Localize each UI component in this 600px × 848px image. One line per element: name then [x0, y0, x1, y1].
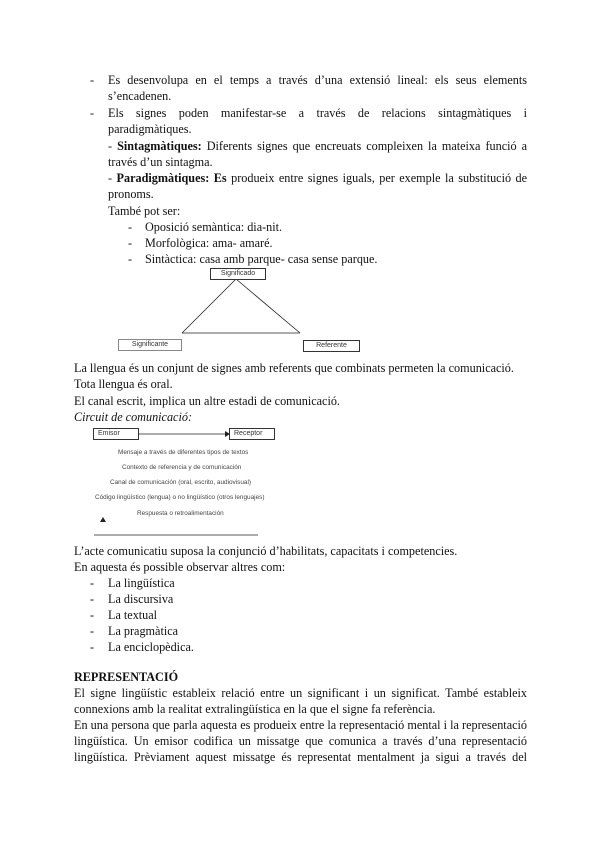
paragraph-line: lingüística. Prèviament aquest missatge és representat mentalment ja sigui a través del: [74, 750, 527, 764]
significat-box: Significado: [210, 268, 266, 280]
paragraph-line: El canal escrit, implica un altre estadi de comunicació.: [74, 394, 340, 408]
paragraph-line: connexions amb la realitat extralingüística en la que el signe fa referència.: [74, 702, 436, 716]
paragraph-line: La llengua és un conjunt de signes amb referents que combinats permeten la comunicació.: [74, 361, 514, 375]
bullet-dash: -: [90, 73, 95, 87]
emisor-box: Emisor: [93, 428, 139, 440]
list-dash: -: [90, 608, 95, 622]
bullet-text-cont: paradigmàtiques.: [108, 122, 192, 136]
list-item: Morfològica: ama- amaré.: [145, 236, 273, 250]
definition-text: produeix entre signes iguals, per exemple la substitució de: [226, 171, 528, 185]
circuit-item: Código lingüístico (lengua) o no lingüístico (otros lenguajes): [95, 494, 265, 501]
definition-text-cont: pronoms.: [108, 187, 154, 201]
list-item: La textual: [108, 608, 158, 622]
tambe-label: També pot ser:: [108, 204, 181, 218]
referent-box: Referente: [303, 340, 360, 352]
term-bold-tail: Es: [209, 171, 227, 185]
definition-text-cont: través d’un sintagma.: [108, 155, 213, 169]
bullet-text: Es desenvolupa en el temps a través d’una extensió lineal: els seus elements: [108, 73, 527, 87]
list-dash: -: [90, 592, 95, 606]
list-item: La pragmàtica: [108, 624, 179, 638]
list-dash: -: [128, 220, 133, 234]
list-item: Sintàctica: casa amb parque- casa sense parque.: [145, 252, 378, 266]
paragraph-line: lingüística. Un emisor codifica un missatge que comunica a través d’una representació: [74, 734, 527, 748]
list-item: La lingüística: [108, 576, 175, 590]
bullet-text: Els signes poden manifestar-se a través de relacions sintagmàtiques i: [108, 106, 527, 120]
list-item: Oposició semàntica: dia-nit.: [145, 220, 283, 234]
term-sintagmatiques: Sintagmàtiques:: [117, 139, 202, 153]
circuit-item: Respuesta o retroalimentación: [137, 510, 224, 517]
term-paradigmatiques: Paradigmàtiques:: [116, 171, 210, 185]
circuit-title: Circuit de comunicació:: [74, 410, 193, 424]
significant-box: Significante: [118, 339, 182, 351]
list-dash: -: [90, 624, 95, 638]
dash-prefix: -: [108, 171, 117, 185]
circuit-item: Contexto de referencia y de comunicación: [122, 464, 242, 471]
list-dash: -: [128, 252, 133, 266]
list-dash: -: [90, 640, 95, 654]
paragraph-line: L’acte comunicatiu suposa la conjunció d’habilitats, capacitats i competencies.: [74, 544, 458, 558]
paragraph-line: Tota llengua és oral.: [74, 377, 173, 391]
receptor-box: Receptor: [229, 428, 275, 440]
paragraph-line: El signe lingüístic estableix relació entre un significant i un significat. També estableix: [74, 686, 527, 700]
bullet-text-cont: s’encadenen.: [108, 89, 172, 103]
list-item: La enciclopèdica.: [108, 640, 194, 654]
definition-text: Diferents signes que encreuats compleixen la mateixa funció a: [201, 139, 527, 153]
circuit-item: Canal de comunicación (oral, escrito, audiovisual): [110, 479, 252, 486]
list-item: La discursiva: [108, 592, 174, 606]
circuit-item: Mensaje a través de diferentes tipos de textos: [118, 449, 249, 456]
section-heading: REPRESENTACIÓ: [74, 670, 179, 684]
list-dash: -: [128, 236, 133, 250]
paragraph-line: En aquesta és possible observar altres com:: [74, 560, 286, 574]
paragraph-line: En una persona que parla aquesta es produeix entre la representació mental i la representació: [74, 718, 527, 732]
dash-prefix: -: [108, 139, 118, 153]
bullet-dash: -: [90, 106, 95, 120]
list-dash: -: [90, 576, 95, 590]
